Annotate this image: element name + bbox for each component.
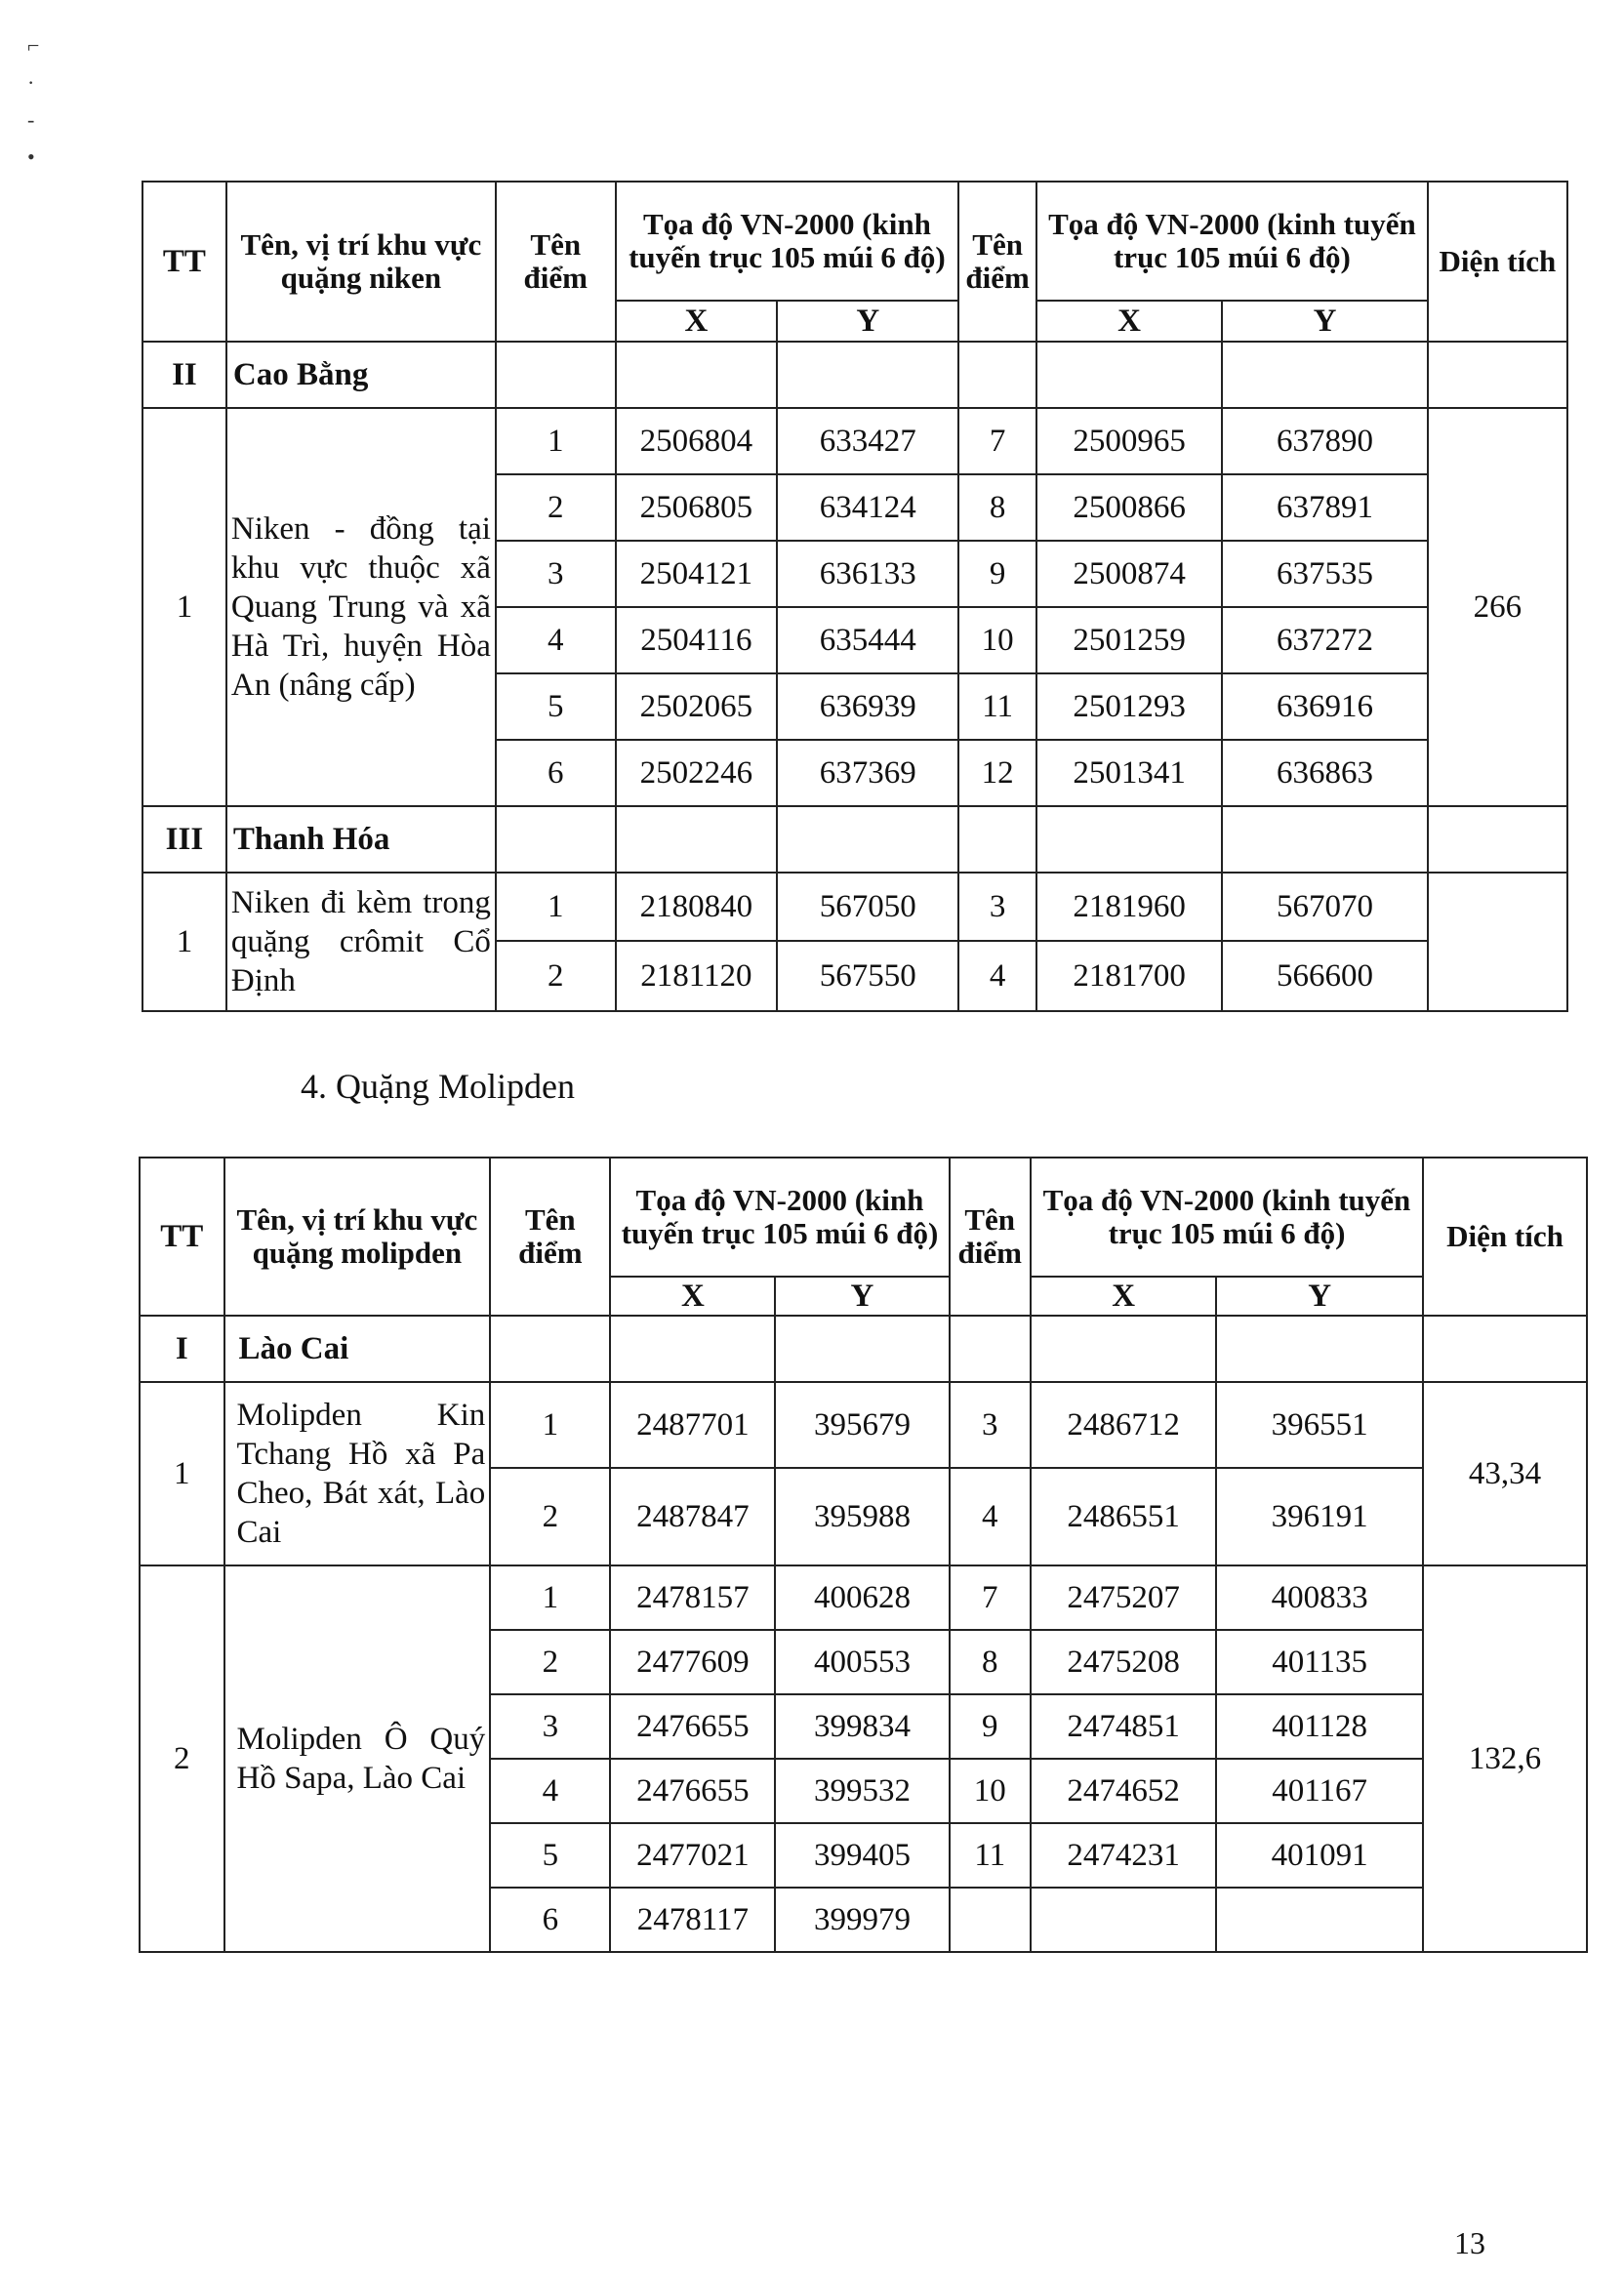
point-number: 5 (490, 1823, 610, 1888)
coord-y: 401091 (1216, 1823, 1423, 1888)
header-y: Y (775, 1277, 949, 1316)
header-x: X (616, 301, 778, 342)
point-number: 4 (958, 941, 1036, 1011)
section-title: Cao Bằng (226, 342, 496, 408)
section-row (140, 1316, 1587, 1382)
coord-y: 401128 (1216, 1694, 1423, 1759)
coord-y: 567050 (777, 873, 958, 941)
coord-x: 2474231 (1031, 1823, 1216, 1888)
entry-name: Niken - đồng tại khu vực thuộc xã Quang Trung và xã Hà Trì, huyện Hòa An (nâng cấp) (226, 408, 496, 806)
nickel-table-body (142, 342, 1567, 1011)
coord-x: 2501259 (1036, 607, 1222, 673)
point-number: 7 (958, 408, 1036, 474)
coord-x: 2478157 (610, 1565, 775, 1630)
coord-x: 2474851 (1031, 1694, 1216, 1759)
header-point-2: Tên điểm (950, 1158, 1031, 1316)
section-title: Lào Cai (224, 1316, 491, 1382)
point-number: 2 (490, 1630, 610, 1694)
coord-y: 637369 (777, 740, 958, 806)
header-area: Diện tích (1423, 1158, 1587, 1316)
header-x-2: X (1036, 301, 1222, 342)
coord-y: 637272 (1222, 607, 1428, 673)
coord-y: 401135 (1216, 1630, 1423, 1694)
molybdenum-table-container (139, 1157, 1588, 1953)
point-number: 4 (496, 607, 616, 673)
point-number: 10 (950, 1759, 1031, 1823)
entry-name: Molipden Ô Quý Hồ Sapa, Lào Cai (224, 1565, 491, 1952)
entry-area (1428, 873, 1567, 1011)
coord-x: 2501341 (1036, 740, 1222, 806)
coord-x: 2506804 (616, 408, 778, 474)
coord-x: 2476655 (610, 1694, 775, 1759)
header-name: Tên, vị trí khu vực quặng molipden (224, 1158, 491, 1316)
section-roman: I (140, 1316, 224, 1382)
coord-x: 2506805 (616, 474, 778, 541)
point-number: 3 (490, 1694, 610, 1759)
page-number: 13 (1454, 2225, 1485, 2260)
point-number: 1 (490, 1382, 610, 1468)
coord-x: 2486551 (1031, 1468, 1216, 1565)
coord-y: 400553 (775, 1630, 949, 1694)
coord-x: 2180840 (616, 873, 778, 941)
header-y: Y (777, 301, 958, 342)
coord-y: 637535 (1222, 541, 1428, 607)
coord-x: 2486712 (1031, 1382, 1216, 1468)
coord-x: 2500866 (1036, 474, 1222, 541)
section-roman: II (142, 342, 226, 408)
header-y-2: Y (1216, 1277, 1423, 1316)
table-row (140, 1565, 1587, 1630)
coord-y: 636939 (777, 673, 958, 740)
coord-x: 2502246 (616, 740, 778, 806)
point-number: 3 (496, 541, 616, 607)
coord-x: 2504116 (616, 607, 778, 673)
nickel-coordinates-table (142, 181, 1568, 1012)
header-coord-2: Tọa độ VN-2000 (kinh tuyến trục 105 múi 6 độ) (1036, 182, 1428, 301)
point-number: 6 (490, 1888, 610, 1952)
section-row (142, 342, 1567, 408)
molybdenum-table-body (140, 1316, 1587, 1952)
point-number: 4 (950, 1468, 1031, 1565)
coord-y: 636133 (777, 541, 958, 607)
section-heading: 4. Quặng Molipden (301, 1067, 575, 1106)
point-number: 1 (496, 873, 616, 941)
table-row (140, 1382, 1587, 1468)
entry-name: Niken đi kèm trong quặng crômit Cổ Định (226, 873, 496, 1011)
coord-y: 399834 (775, 1694, 949, 1759)
section-title: Thanh Hóa (226, 806, 496, 873)
header-y-2: Y (1222, 301, 1428, 342)
coord-y: 399405 (775, 1823, 949, 1888)
point-number: 8 (958, 474, 1036, 541)
coord-x (1031, 1888, 1216, 1952)
coord-x: 2500874 (1036, 541, 1222, 607)
coord-y: 633427 (777, 408, 958, 474)
point-number: 11 (950, 1823, 1031, 1888)
point-number: 2 (496, 474, 616, 541)
coord-y: 396551 (1216, 1382, 1423, 1468)
entry-tt: 2 (140, 1565, 224, 1952)
point-number: 4 (490, 1759, 610, 1823)
header-name: Tên, vị trí khu vực quặng niken (226, 182, 496, 342)
coord-y: 637890 (1222, 408, 1428, 474)
entry-tt: 1 (140, 1382, 224, 1565)
coord-y: 567070 (1222, 873, 1428, 941)
point-number: 12 (958, 740, 1036, 806)
header-area: Diện tích (1428, 182, 1567, 342)
coord-y (1216, 1888, 1423, 1952)
header-point-2: Tên điểm (958, 182, 1036, 342)
header-coord: Tọa độ VN-2000 (kinh tuyến trục 105 múi 6 độ) (610, 1158, 949, 1277)
point-number: 8 (950, 1630, 1031, 1694)
point-number: 10 (958, 607, 1036, 673)
coord-x: 2502065 (616, 673, 778, 740)
coord-x: 2476655 (610, 1759, 775, 1823)
point-number: 9 (950, 1694, 1031, 1759)
header-x: X (610, 1277, 775, 1316)
point-number: 3 (950, 1382, 1031, 1468)
coord-y: 399979 (775, 1888, 949, 1952)
coord-x: 2474652 (1031, 1759, 1216, 1823)
entry-tt: 1 (142, 873, 226, 1011)
coord-y: 395679 (775, 1382, 949, 1468)
coord-y: 636916 (1222, 673, 1428, 740)
coord-x: 2500965 (1036, 408, 1222, 474)
point-number: 3 (958, 873, 1036, 941)
header-x-2: X (1031, 1277, 1216, 1316)
entry-area: 132,6 (1423, 1565, 1587, 1952)
header-point: Tên điểm (496, 182, 616, 342)
point-number: 5 (496, 673, 616, 740)
table-row (142, 873, 1567, 941)
entry-tt: 1 (142, 408, 226, 806)
header-tt: TT (142, 182, 226, 342)
table-row (142, 408, 1567, 474)
coord-y: 634124 (777, 474, 958, 541)
point-number: 9 (958, 541, 1036, 607)
entry-name: Molipden Kin Tchang Hồ xã Pa Cheo, Bát xát, Lào Cai (224, 1382, 491, 1565)
header-tt: TT (140, 1158, 224, 1316)
coord-y: 400833 (1216, 1565, 1423, 1630)
point-number: 2 (496, 941, 616, 1011)
point-number: 11 (958, 673, 1036, 740)
coord-x: 2487847 (610, 1468, 775, 1565)
coord-x: 2475208 (1031, 1630, 1216, 1694)
nickel-table-header (142, 182, 1567, 342)
coord-x: 2477021 (610, 1823, 775, 1888)
section-roman: III (142, 806, 226, 873)
header-coord: Tọa độ VN-2000 (kinh tuyến trục 105 múi 6 độ) (616, 182, 959, 301)
coord-x: 2501293 (1036, 673, 1222, 740)
entry-area: 43,34 (1423, 1382, 1587, 1565)
header-point: Tên điểm (490, 1158, 610, 1316)
coord-y: 635444 (777, 607, 958, 673)
header-coord-2: Tọa độ VN-2000 (kinh tuyến trục 105 múi 6 độ) (1031, 1158, 1423, 1277)
coord-y: 637891 (1222, 474, 1428, 541)
coord-y: 400628 (775, 1565, 949, 1630)
point-number: 1 (490, 1565, 610, 1630)
coord-y: 396191 (1216, 1468, 1423, 1565)
coord-y: 567550 (777, 941, 958, 1011)
point-number: 6 (496, 740, 616, 806)
point-number: 7 (950, 1565, 1031, 1630)
nickel-table-container (142, 181, 1568, 1012)
coord-x: 2181960 (1036, 873, 1222, 941)
coord-y: 636863 (1222, 740, 1428, 806)
coord-x: 2478117 (610, 1888, 775, 1952)
coord-x: 2475207 (1031, 1565, 1216, 1630)
scan-marks: ⌐ · - • (27, 33, 40, 169)
coord-x: 2477609 (610, 1630, 775, 1694)
coord-y: 399532 (775, 1759, 949, 1823)
point-number (950, 1888, 1031, 1952)
point-number: 2 (490, 1468, 610, 1565)
coord-x: 2487701 (610, 1382, 775, 1468)
coord-x: 2181120 (616, 941, 778, 1011)
coord-y: 395988 (775, 1468, 949, 1565)
coord-x: 2504121 (616, 541, 778, 607)
entry-area: 266 (1428, 408, 1567, 806)
molybdenum-coordinates-table (139, 1157, 1588, 1953)
coord-y: 401167 (1216, 1759, 1423, 1823)
coord-x: 2181700 (1036, 941, 1222, 1011)
point-number: 1 (496, 408, 616, 474)
section-row (142, 806, 1567, 873)
molybdenum-table-header (140, 1158, 1587, 1316)
coord-y: 566600 (1222, 941, 1428, 1011)
